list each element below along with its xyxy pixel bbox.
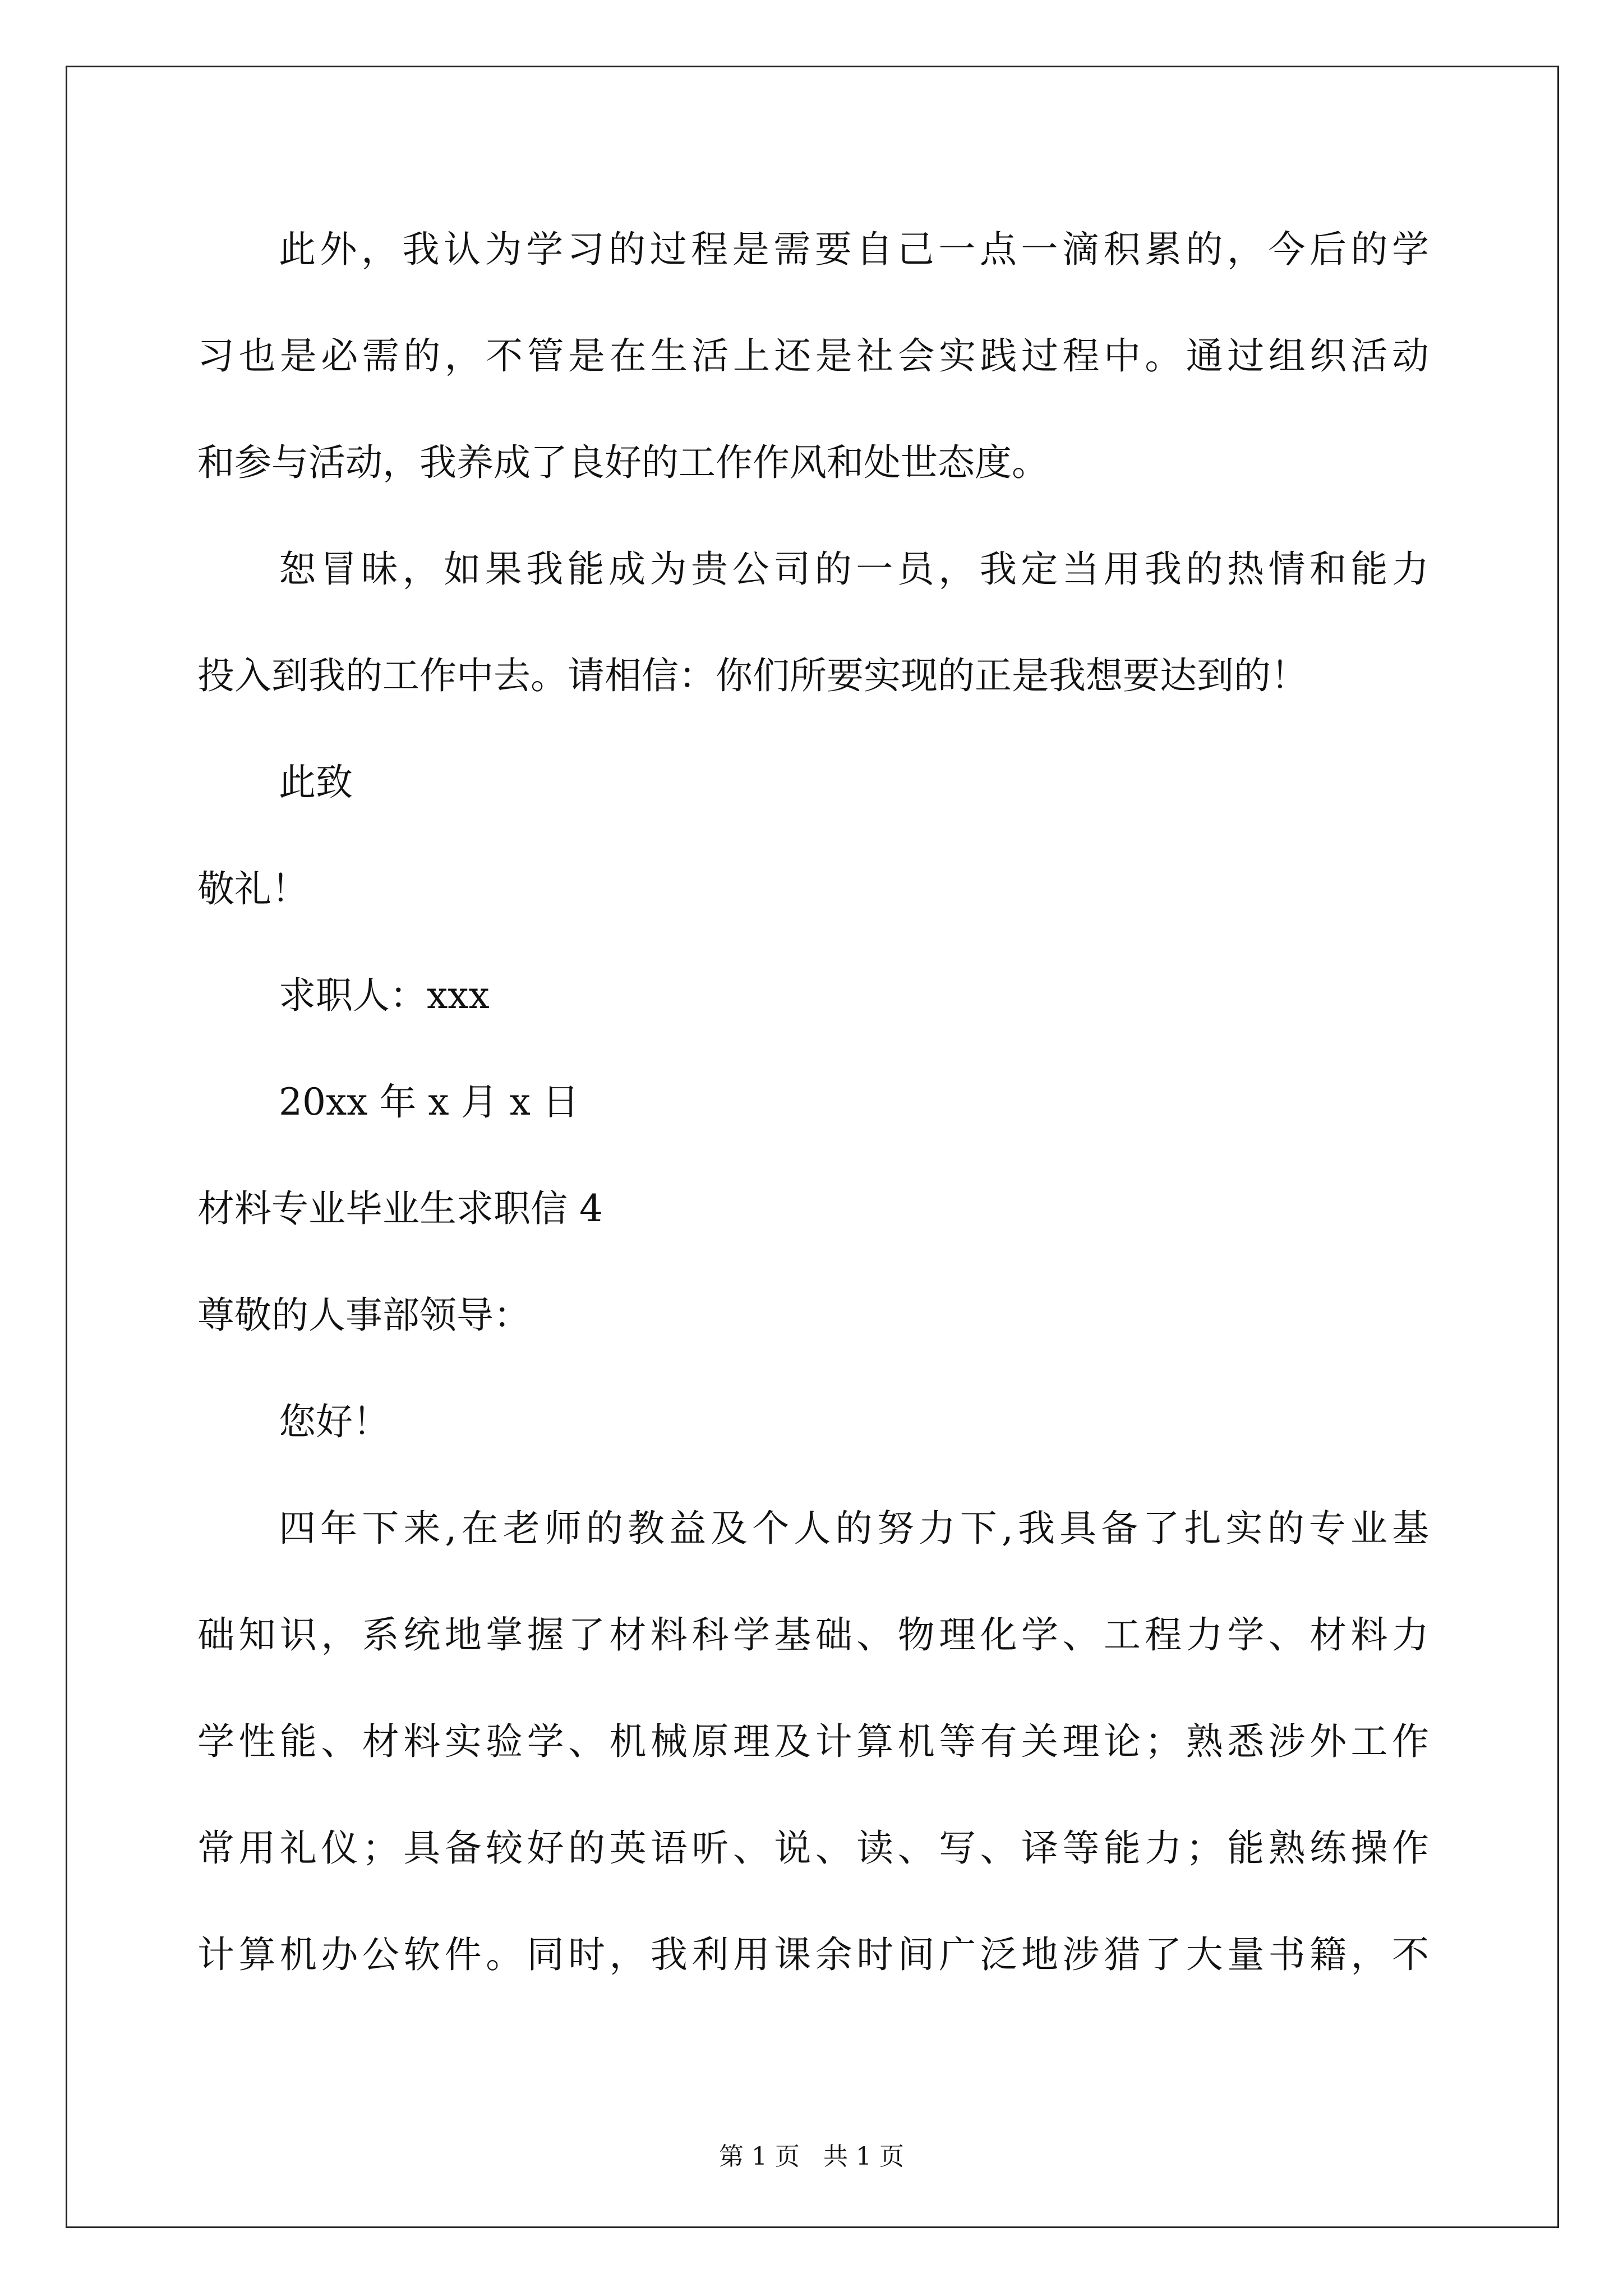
paragraph-line: 此外，我认为学习的过程是需要自己一点一滴积累的，今后的学	[279, 228, 1429, 271]
date-line: 20xx 年 x 月 x 日	[279, 1080, 579, 1124]
paragraph-line: 恕冒昧，如果我能成为贵公司的一员，我定当用我的热情和能力	[279, 547, 1429, 591]
greeting-line: 尊敬的人事部领导：	[197, 1294, 531, 1337]
greeting-line: 您好！	[279, 1400, 390, 1443]
closing-line: 此致	[279, 761, 353, 804]
page-border	[66, 66, 1559, 2228]
signature-line: 求职人：xxx	[279, 974, 490, 1017]
paragraph-line: 常用礼仪；具备较好的英语听、说、读、写、译等能力；能熟练操作	[197, 1826, 1429, 1870]
paragraph-line: 四年下来,在老师的教益及个人的努力下,我具备了扎实的专业基	[279, 1507, 1429, 1550]
paragraph-line: 习也是必需的，不管是在生活上还是社会实践过程中。通过组织活动	[197, 334, 1429, 378]
section-title: 材料专业毕业生求职信 4	[197, 1187, 603, 1230]
paragraph-line: 计算机办公软件。同时，我利用课余时间广泛地涉猎了大量书籍，不	[197, 1933, 1429, 1976]
paragraph-line: 和参与活动，我养成了良好的工作作风和处世态度。	[197, 441, 1049, 484]
page-footer: 第 1 页 共 1 页	[719, 2142, 904, 2171]
salutation-line: 敬礼！	[197, 867, 308, 910]
paragraph-line: 投入到我的工作中去。请相信：你们所要实现的正是我想要达到的！	[197, 654, 1308, 697]
paragraph-line: 学性能、材料实验学、机械原理及计算机等有关理论；熟悉涉外工作	[197, 1720, 1429, 1763]
paragraph-line: 础知识，系统地掌握了材料科学基础、物理化学、工程力学、材料力	[197, 1613, 1429, 1657]
